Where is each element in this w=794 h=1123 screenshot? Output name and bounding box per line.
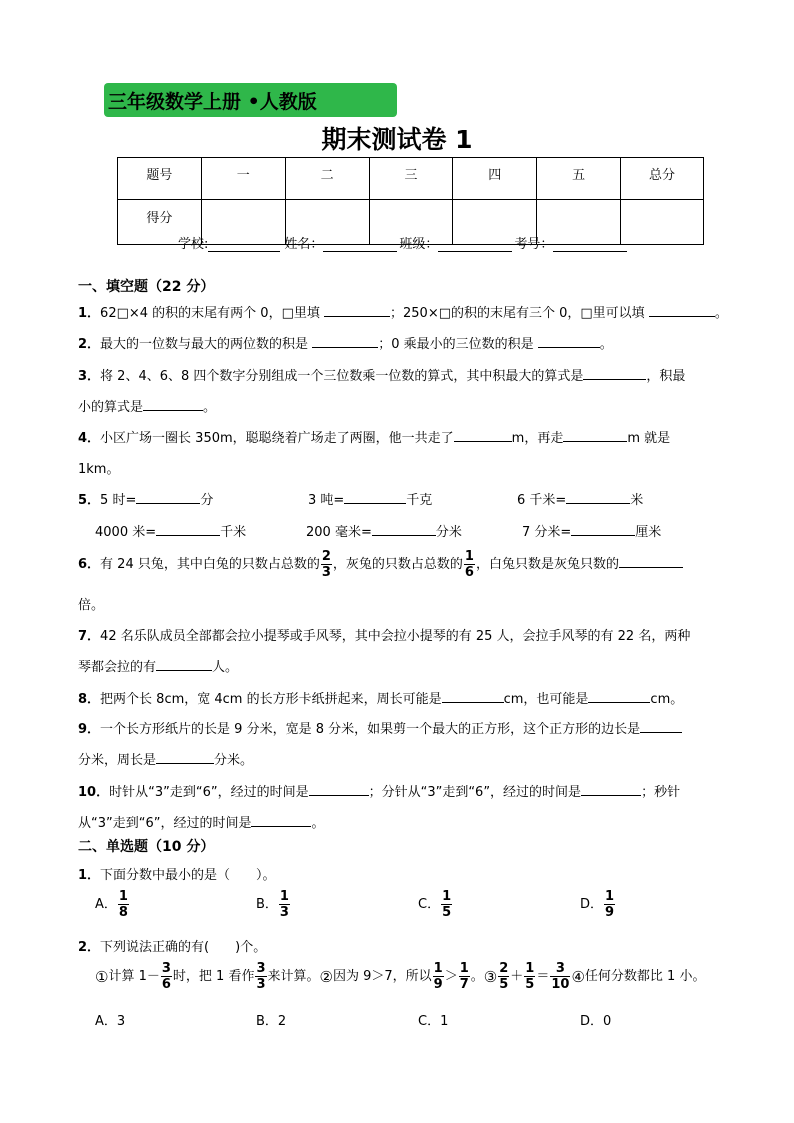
option-c[interactable]: C．1 bbox=[418, 1014, 449, 1029]
exam-no-field[interactable] bbox=[553, 239, 627, 252]
question-1: 1．62□×4 的积的末尾有两个 0，□里填 ；250×□的积的末尾有三个 0，□里可以填 。 bbox=[78, 306, 728, 321]
answer-blank[interactable] bbox=[649, 304, 715, 317]
question-6: 6．有 24 只兔，其中白兔的只数占总数的 $\frac{2}{3}$ ，灰兔的只数占总数的 $\frac{1}{6}$ ，白兔只数是灰兔只数的 bbox=[78, 550, 683, 579]
school-label: 学校: bbox=[178, 237, 209, 252]
fraction: $\frac{2}{3}$ bbox=[321, 549, 331, 580]
option-d[interactable]: D．0 bbox=[580, 1014, 612, 1029]
question-9: 9．一个长方形纸片的长是 9 分米，宽是 8 分米，如果剪一个最大的正方形，这个正方形的边长是 bbox=[78, 718, 682, 737]
question-9-cont: 分米，周长是 分米。 bbox=[78, 753, 254, 768]
question-5-row1: 5．5 时= 分 bbox=[78, 493, 214, 508]
table-header-cell: 五 bbox=[537, 158, 621, 200]
answer-blank[interactable] bbox=[563, 429, 627, 442]
table-header-cell: 二 bbox=[285, 158, 369, 200]
table-header-cell: 一 bbox=[201, 158, 285, 200]
question-7: 7．42 名乐队成员全部都会拉小提琴或手风琴，其中会拉小提琴的有 25 人，会拉手风琴的有 22 名，两种 bbox=[78, 629, 691, 644]
option-c[interactable]: C． $\frac{1}{5}$ bbox=[418, 889, 452, 920]
answer-blank[interactable] bbox=[143, 398, 203, 411]
question-6-cont: 倍。 bbox=[78, 598, 105, 613]
option-a[interactable]: A．3 bbox=[95, 1014, 126, 1029]
answer-blank[interactable] bbox=[619, 555, 683, 568]
name-field[interactable] bbox=[323, 239, 397, 252]
answer-blank[interactable] bbox=[571, 523, 635, 536]
table-header-cell: 题号 bbox=[118, 158, 202, 200]
option-b[interactable]: B． $\frac{1}{3}$ bbox=[256, 889, 289, 920]
answer-blank[interactable] bbox=[454, 429, 512, 442]
answer-blank[interactable] bbox=[136, 491, 200, 504]
grade-banner bbox=[104, 83, 397, 117]
answer-blank[interactable] bbox=[588, 690, 650, 703]
option-b[interactable]: B．2 bbox=[256, 1014, 287, 1029]
circled-number: ④ bbox=[571, 967, 585, 986]
student-info-line bbox=[178, 233, 627, 252]
question-5-item: 3 吨= 千克 bbox=[308, 493, 433, 508]
answer-blank[interactable] bbox=[581, 783, 641, 796]
question-4-cont: 1km。 bbox=[78, 462, 120, 477]
banner-text: 三年级数学上册 •人教版 bbox=[108, 91, 317, 113]
answer-blank[interactable] bbox=[372, 523, 436, 536]
score-table bbox=[117, 157, 704, 245]
answer-blank[interactable] bbox=[640, 720, 682, 733]
fraction: $\frac{1}{6}$ bbox=[464, 549, 474, 580]
answer-blank[interactable] bbox=[309, 783, 369, 796]
question-3: 3．将 2、4、6、8 四个数字分别组成一个三位数乘一位数的算式，其中积最大的算式是 ，积最 bbox=[78, 369, 686, 384]
section-heading: 二、单选题（10 分） bbox=[78, 839, 215, 855]
question-2: 2．最大的一位数与最大的两位数的积是 ；0 乘最小的三位数的积是 。 bbox=[78, 337, 613, 352]
school-field[interactable] bbox=[208, 239, 280, 252]
question-4: 4．小区广场一圈长 350m，聪聪绕着广场走了两圈，他一共走了 m，再走 m 就是 bbox=[78, 431, 671, 446]
question-3-cont: 小的算式是 。 bbox=[78, 400, 217, 415]
answer-blank[interactable] bbox=[538, 335, 600, 348]
answer-blank[interactable] bbox=[583, 367, 646, 380]
circled-number: ① bbox=[95, 967, 109, 986]
question-5-item: 6 千米= 米 bbox=[517, 493, 644, 508]
section-heading: 一、填空题（22 分） bbox=[78, 279, 215, 295]
exam-no-label: 考号： bbox=[514, 237, 554, 252]
table-header-cell: 三 bbox=[369, 158, 453, 200]
class-field[interactable] bbox=[438, 239, 512, 252]
table-header-cell: 四 bbox=[453, 158, 537, 200]
mc-question-2-statements: ①计算 1－ $\frac{3}{6}$ 时，把 1 看作 $\frac{3}{3}$ 来计算。②因为 9＞7，所以 $\frac{1}{9}$ ＞ $\frac{1}{7}$ 。③ $\frac{2}{5}$ ＋ $\frac{1}{5}$ ＝ $\frac{3}{10}$ ④任何分数都比 1 小。 bbox=[95, 961, 706, 992]
answer-blank[interactable] bbox=[156, 751, 214, 764]
circled-number: ② bbox=[319, 967, 333, 986]
class-label: 班级： bbox=[399, 237, 439, 252]
mc-question-1: 1．下面分数中最小的是（ ）。 bbox=[78, 868, 276, 883]
table-row-label: 得分 bbox=[118, 200, 202, 245]
question-8: 8．把两个长 8cm，宽 4cm 的长方形卡纸拼起来，周长可能是 cm，也可能是 cm。 bbox=[78, 692, 684, 707]
question-7-cont: 琴都会拉的有 人。 bbox=[78, 660, 239, 675]
name-label: 姓名： bbox=[284, 237, 324, 252]
answer-blank[interactable] bbox=[442, 690, 504, 703]
option-d[interactable]: D． $\frac{1}{9}$ bbox=[580, 889, 615, 920]
answer-blank[interactable] bbox=[312, 335, 378, 348]
answer-blank[interactable] bbox=[344, 491, 406, 504]
score-cell[interactable] bbox=[621, 200, 704, 245]
question-5-item: 200 毫米= 分米 bbox=[306, 525, 462, 540]
answer-blank[interactable] bbox=[324, 304, 390, 317]
question-10: 10．时针从“3”走到“6”，经过的时间是 ；分针从“3”走到“6”，经过的时间是 ；秒针 bbox=[78, 785, 681, 800]
option-a[interactable]: A． $\frac{1}{8}$ bbox=[95, 889, 128, 920]
mc-question-2: 2．下列说法正确的有( )个。 bbox=[78, 940, 267, 955]
answer-blank[interactable] bbox=[566, 491, 630, 504]
answer-blank[interactable] bbox=[156, 658, 212, 671]
question-5-row2: 4000 米= 千米 bbox=[95, 525, 247, 540]
circled-number: ③ bbox=[483, 967, 498, 986]
question-5-item: 7 分米= 厘米 bbox=[522, 525, 662, 540]
answer-blank[interactable] bbox=[156, 523, 220, 536]
question-10-cont: 从“3”走到“6”，经过的时间是 。 bbox=[78, 816, 325, 831]
answer-blank[interactable] bbox=[251, 814, 311, 827]
table-header-cell: 总分 bbox=[621, 158, 704, 200]
page-title: 期末测试卷 1 bbox=[321, 125, 473, 154]
